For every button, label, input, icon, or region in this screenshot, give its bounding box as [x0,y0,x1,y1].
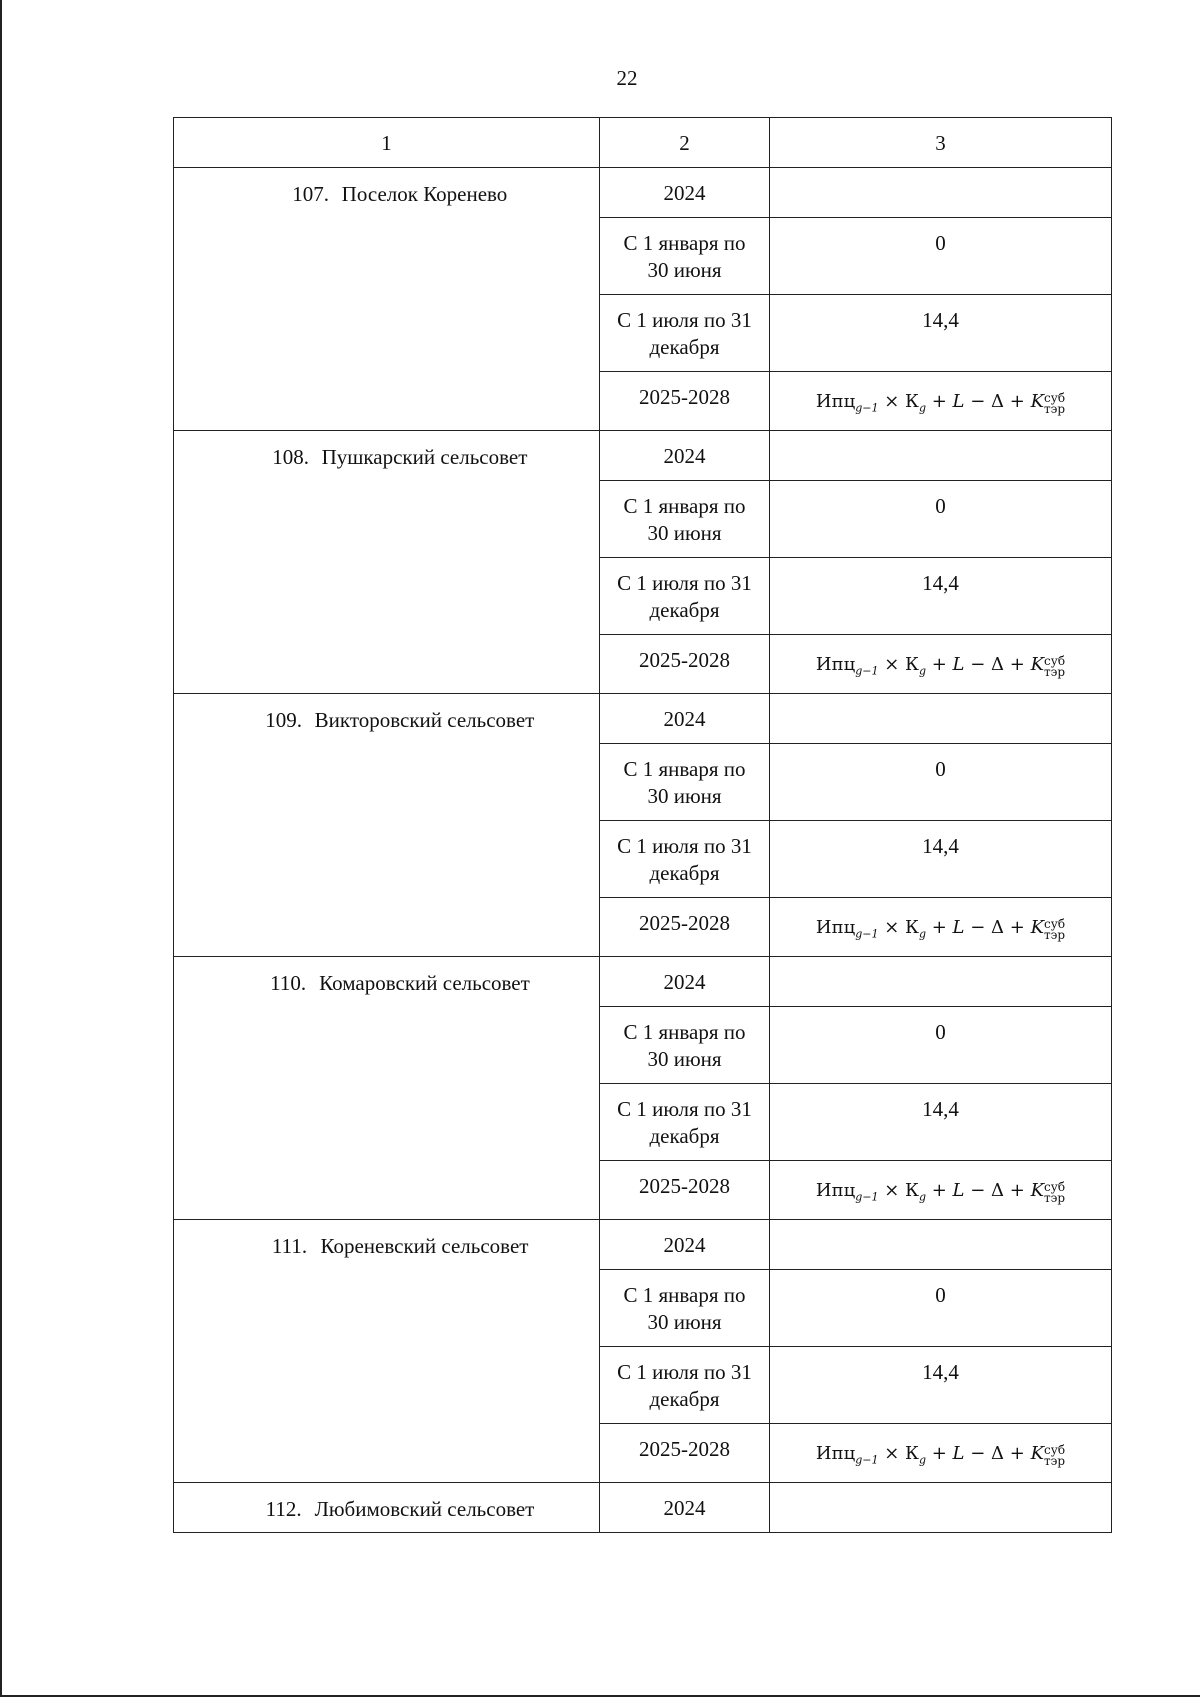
municipality-cell [174,1220,600,1483]
year-cell: 2024 [600,1483,770,1533]
period-2-label: С 1 июля по 31 декабря [600,295,770,372]
municipality-name: Любимовский сельсовет [314,1497,535,1521]
year-cell: 2024 [600,168,770,218]
header-row [174,118,1112,168]
municipality-cell [174,694,600,957]
municipality-cell [174,957,600,1220]
index-formula: $Ипц_{g-1} \times К_g + L - \Delta + K$ суб тэр [815,1443,1066,1468]
year-cell: 2024 [600,431,770,481]
period-1-value: 0 [770,1007,1112,1084]
period-1-value: 0 [770,218,1112,295]
period-2-value: 14,4 [770,1084,1112,1161]
header-col-3: 3 [770,118,1112,168]
year-value-cell [770,1483,1112,1533]
year-cell: 2024 [600,694,770,744]
municipality-cell [174,431,600,694]
section-year-row [174,694,1112,744]
municipality-cell [174,1483,600,1533]
period-2-value: 14,4 [770,558,1112,635]
last-row [174,1483,1112,1533]
year-value-cell [770,957,1112,1007]
year-value-cell [770,694,1112,744]
section-year-row [174,1220,1112,1270]
period-2-label: С 1 июля по 31 декабря [600,1347,770,1424]
period-1-label: С 1 января по 30 июня [600,744,770,821]
municipality-name: Комаровский сельсовет [319,971,530,995]
index-formula: $Ипц_{g-1} \times К_g + L - \Delta + K$ суб тэр [815,654,1066,679]
municipality-cell [174,168,600,431]
section-year-row [174,168,1112,218]
period-1-value: 0 [770,1270,1112,1347]
range-label: 2025-2028 [600,1424,770,1483]
row-number: 112. [265,1497,302,1521]
row-number: 109. [265,708,303,732]
formula-cell [770,635,1112,694]
range-label: 2025-2028 [600,1161,770,1220]
formula-cell [770,1424,1112,1483]
range-label: 2025-2028 [600,635,770,694]
period-1-value: 0 [770,744,1112,821]
year-cell: 2024 [600,1220,770,1270]
header-col-1: 1 [174,118,600,168]
municipality-name: Викторовский сельсовет [314,708,535,732]
row-number: 111. [271,1234,308,1258]
year-cell: 2024 [600,957,770,1007]
range-label: 2025-2028 [600,898,770,957]
year-value-cell [770,431,1112,481]
period-1-label: С 1 января по 30 июня [600,1270,770,1347]
period-2-value: 14,4 [770,821,1112,898]
range-label: 2025-2028 [600,372,770,431]
municipality-name: Кореневский сельсовет [320,1234,529,1258]
municipality-name: Пушкарский сельсовет [321,445,528,469]
formula-cell [770,1161,1112,1220]
page-number: 22 [616,66,638,90]
year-value-cell [770,1220,1112,1270]
row-number: 107. [292,182,330,206]
period-1-label: С 1 января по 30 июня [600,1007,770,1084]
index-formula: $Ипц_{g-1} \times К_g + L - \Delta + K$ суб тэр [815,917,1066,942]
section-year-row [174,431,1112,481]
row-number: 108. [272,445,309,469]
period-1-value: 0 [770,481,1112,558]
period-2-label: С 1 июля по 31 декабря [600,1084,770,1161]
index-formula: $Ипц_{g-1} \times К_g + L - \Delta + K$ суб тэр [815,1180,1066,1205]
index-formula: $Ипц_{g-1} \times К_g + L - \Delta + K$ суб тэр [815,391,1066,416]
municipality-name: Поселок Коренево [341,182,508,206]
formula-cell [770,372,1112,431]
period-2-value: 14,4 [770,1347,1112,1424]
section-year-row [174,957,1112,1007]
year-value-cell [770,168,1112,218]
period-2-value: 14,4 [770,295,1112,372]
row-number: 110. [270,971,307,995]
period-1-label: С 1 января по 30 июня [600,481,770,558]
header-col-2: 2 [600,118,770,168]
tariff-table [173,117,1112,1533]
period-2-label: С 1 июля по 31 декабря [600,821,770,898]
formula-cell [770,898,1112,957]
period-1-label: С 1 января по 30 июня [600,218,770,295]
period-2-label: С 1 июля по 31 декабря [600,558,770,635]
